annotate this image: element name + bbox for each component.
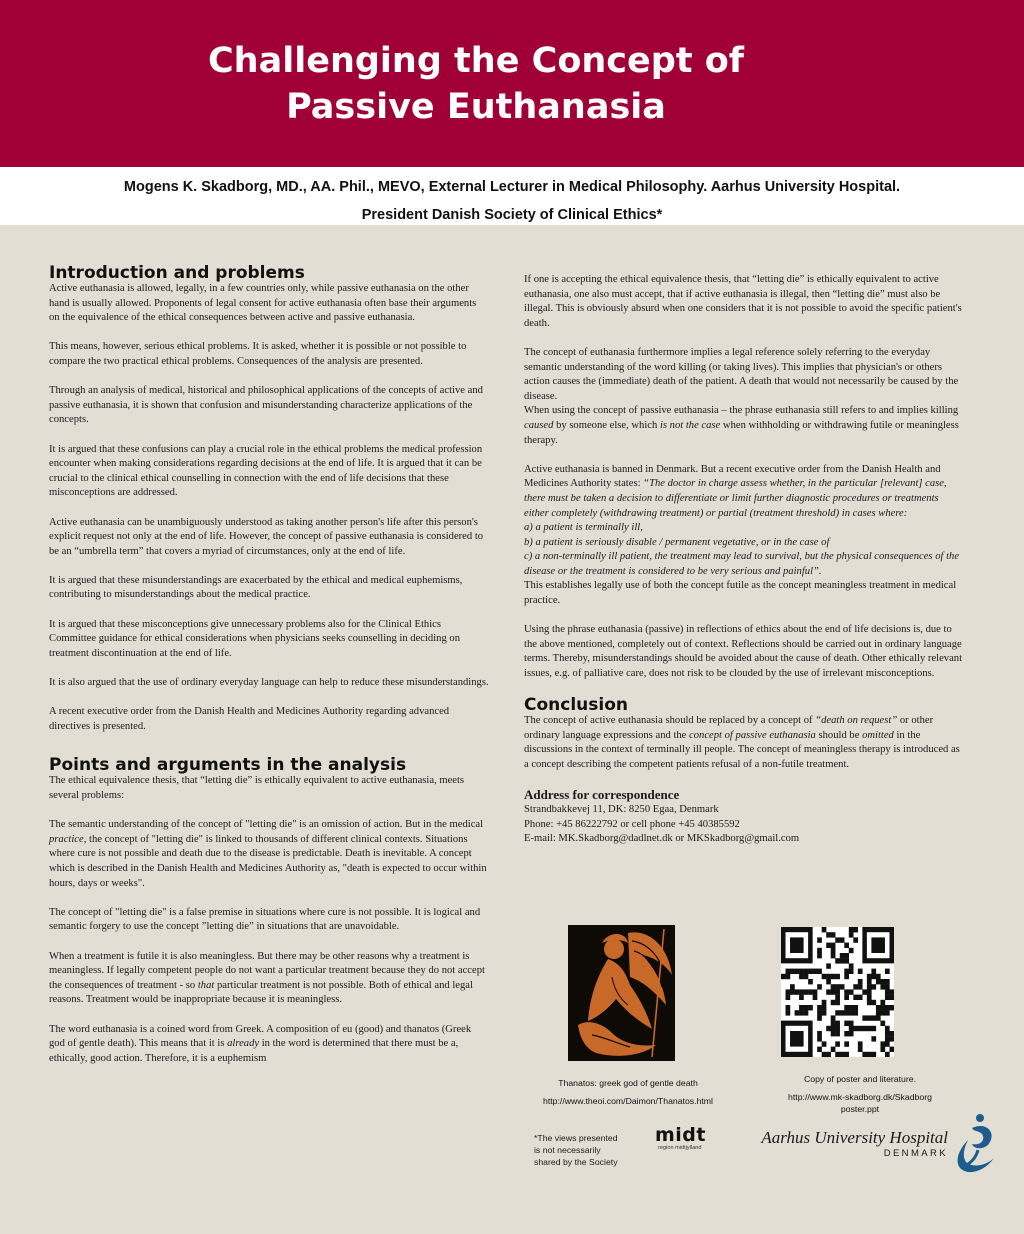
intro-paragraph-1: Active euthanasia is allowed, legally, in a few countries only, while passive euthanasia on the other hand is usually allowed. Proponents of legal consent for active euthanasia often base their arguments on the equivalence of the ethical consequences between active and passive euthanasia. [49, 283, 477, 324]
region-midt-logo: midt region midtjylland [655, 1124, 706, 1151]
intro-paragraph-5: Active euthanasia can be unambiguously understood as taking another person's life after this person's explicit request not only at the end of life. However, the concept of passive euthanasia is considered to be an “umbrella term” that covers a myriad of circumstances, only at the end of life. [49, 516, 484, 557]
intro-paragraph-3: Through an analysis of medical, historical and philosophical applications of the concepts of active and passive euthanasia, it is shown that confusion and misunderstanding characterize applications of the concepts. [49, 385, 483, 426]
conclusion-paragraph: The concept of active euthanasia should be replaced by a concept of “death on request” or other ordinary language expressions and the concept of passive euthanasia should be omitted in the discussions in the context of terminally ill people. The concept of meaningless therapy is introduced as a concept describing the competent patients refusal of a non-futile treatment. [524, 715, 960, 770]
thanatos-caption: Thanatos: greek god of gentle death [558, 1078, 698, 1088]
qr-code [781, 927, 894, 1057]
qr-url: http://www.mk-skadborg.dk/Skadborg [788, 1092, 932, 1102]
intro-paragraph-9: A recent executive order from the Danish Health and Medicines Authority regarding advanced directives is presented. [49, 706, 450, 732]
case-a: a) a patient is terminally ill, [524, 522, 643, 534]
left-column [49, 264, 489, 1081]
right-column [524, 273, 966, 847]
address-phone: Phone: +45 86222792 or cell phone +45 40385592 [524, 818, 740, 830]
poster-title [0, 38, 952, 130]
views-disclaimer: *The views presented is not necessarily shared by the Society [534, 1133, 618, 1167]
intro-paragraph-8: It is also argued that the use of ordinary everyday language can help to reduce these misunderstandings. [49, 677, 489, 689]
intro-paragraph-2: This means, however, serious ethical problems. It is asked, whether it is possible or not possible to compare the two practical ethical problems. Consequences of the analysis are presented. [49, 341, 467, 367]
case-b: b) a patient is seriously disable / permanent vegetative, or in the case of [524, 536, 830, 548]
author-line-2: President Danish Society of Clinical Ethics* [361, 207, 663, 223]
right-paragraph-3: When using the concept of passive euthanasia – the phrase euthanasia still refers to and implies killing caused by someone else, which is not the case when withholding or withdrawing futile or meaningless therapy. [524, 405, 959, 446]
right-paragraph-4: Active euthanasia is banned in Denmark. But a recent executive order from the Danish Health and Medicines Authority states: “The doctor in charge assess whether, in the particular [relevant] case, there must be taken a decision to differentiate or limit further diagnostic procedures or treatments either completely (withdrawing treatment) or partial (treatment threshold) in cases where: a) a patient is terminally ill, b) a patient is seriously disable / permanent vegetative, or in the case of c) a non-terminally ill patient, the treatment may lead to survival, but the physical consequences of the disease or the treatment is considered to be very serious and painful”. This establishes legally use of both the concept futile as the concept meaningless treatment in medical practice. [524, 463, 960, 607]
points-paragraph-2: The semantic understanding of the concept of "letting die" is an omission of action. But in the medical practice, the concept of "letting die" is linked to thousands of different clinical contexts. Situations where cure is not possible and death due to the disease is predictable. Death is inevitable. A concept which is described in the Danish Health and Medicines Authority as, "death is expected to occur within hours, days or weeks". [49, 819, 487, 889]
points-paragraph-4: When a treatment is futile it is also meaningless. But there may be other reasons why a treatment is meaningless. If legally competent people do not want a particular treatment because they do not accept the consequences of treatment - so that particular treatment is not possible. Both of ethical and legal reasons. Treatment would be inappropriate because it is meaningless. [49, 950, 485, 1006]
intro-heading: Introduction and problems [49, 263, 305, 283]
case-c: c) a non-terminally ill patient, the treatment may lead to survival, but the physical consequences of the disease or the treatment is considered to be very serious and painful”. [524, 551, 960, 577]
qr-url-file: poster.ppt [840, 1104, 880, 1114]
address-heading: Address for correspondence [524, 787, 680, 803]
right-paragraph-2: The concept of euthanasia furthermore implies a legal reference solely referring to the everyday semantic understanding of the word killing (or taking lives). This implies that physician's or others action causes the (immediate) death of the patient. A death that would not necessarily be caused by the disease. [524, 346, 959, 402]
points-paragraph-5: The word euthanasia is a coined word from Greek. A composition of eu (good) and thanatos (Greek god of gentle death). This means that it is already in the word is determined that there must be a, ethically, good action. Therefore, it is a euphemism [49, 1023, 472, 1064]
hospital-wordmark: Aarhus University Hospital DENMARK [761, 1128, 948, 1159]
title-line-1: Challenging the Concept of [207, 41, 745, 81]
right-paragraph-1: If one is accepting the ethical equivalence thesis, that “letting die” is ethically equivalent to active euthanasia, one also must accept, that if active euthanasia is illegal, then “letting die” must also be illegal. This is obviously absurd when one considers that it is not possible to avoid the specific patient's death. [524, 274, 962, 329]
address-email: E-mail: MK.Skadborg@dadlnet.dk or MKSkadborg@gmail.com [524, 833, 800, 845]
right-paragraph-5: Using the phrase euthanasia (passive) in reflections of ethics about the end of life decisions is, due to the above mentioned, completely out of context. Reflections should be carried out in ordinary language terms. Thereby, misunderstandings should be avoided about the cause of death. Other ethically relevant issues, e.g. of palliative care, does not risk to be clouded by the use of irrelevant misconceptions. [524, 624, 963, 680]
intro-paragraph-7: It is argued that these misconceptions give unnecessary problems also for the Clinical Ethics Committee guidance for ethical considerations when physicians seeks counselling in deciding on treatment discontinuation at the end of life. [49, 618, 460, 659]
intro-paragraph-6: It is argued that these misunderstandings are exacerbated by the ethical and medical euphemisms, contributing to misunderstandings about the medical practice. [49, 574, 463, 601]
author-line-1: Mogens K. Skadborg, MD., AA. Phil., MEVO, External Lecturer in Medical Philosophy. Aarhus University Hospital. [123, 179, 901, 195]
intro-paragraph-4: It is argued that these confusions can play a crucial role in the ethical problems the medical profession encounter when making considerations regarding decisions at the end of life. It is argued that it can be crucial to the clinical ethical counselling in connection with the end of life decisions that these misconceptions are addressed. [49, 443, 483, 499]
qr-caption: Copy of poster and literature. [803, 1074, 917, 1084]
hospital-logo-icon [950, 1110, 1002, 1176]
points-paragraph-3: The concept of "letting die" is a false premise in situations where cure is not possible. It is logical and semantic forgery to use the concept ”letting die” in situations that are unavoidable. [49, 906, 481, 933]
address-line-1: Strandbakkevej 11, DK: 8250 Egaa, Denmark [524, 804, 719, 816]
points-paragraph-1: The ethical equivalence thesis, that “letting die” is ethically equivalent to active euthanasia, meets several problems: [49, 775, 465, 801]
title-line-2: Passive Euthanasia [286, 87, 666, 127]
thanatos-url: http://www.theoi.com/Daimon/Thanatos.html [543, 1096, 713, 1106]
points-heading: Points and arguments in the analysis [49, 755, 407, 776]
thanatos-image [568, 925, 675, 1061]
conclusion-heading: Conclusion [524, 695, 628, 716]
